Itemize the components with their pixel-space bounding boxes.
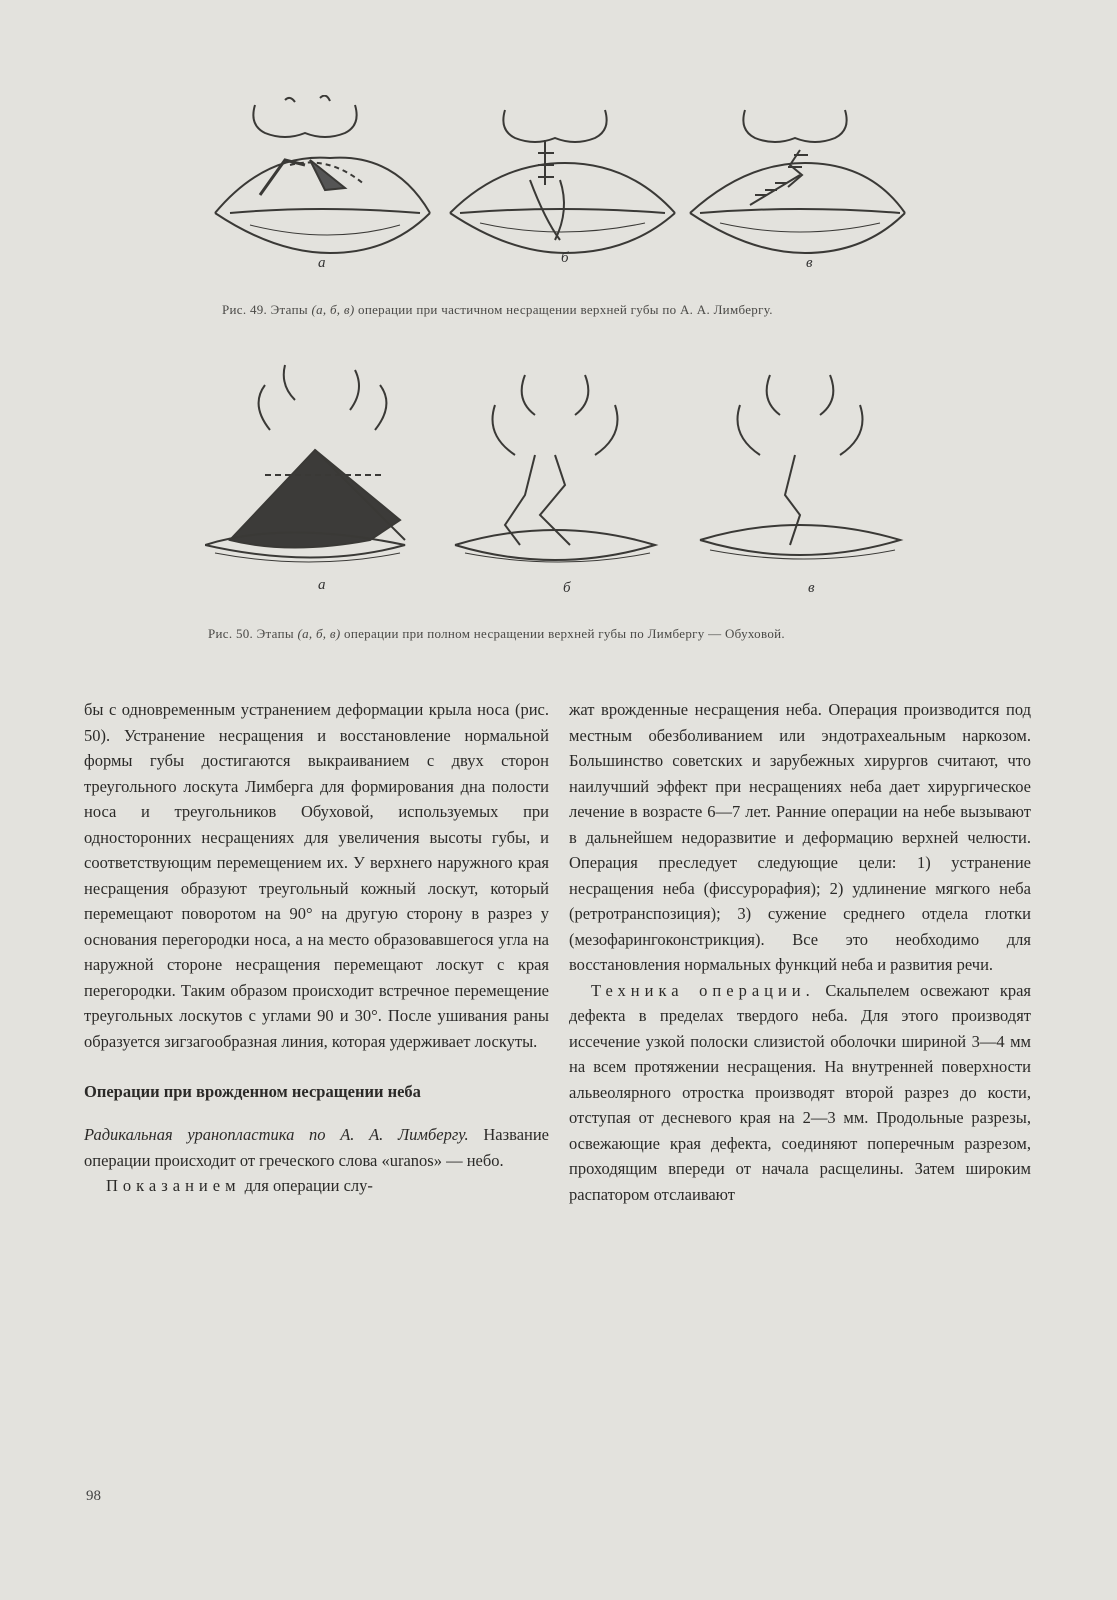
figure-49-caption xyxy=(222,300,902,320)
technique-rest: Скальпелем освежают края дефекта в пределах твердого неба. Для этого производят иссечение узкой полоски слизистой оболочки шириной 3—4 мм на всем протяжении несращения. На внутренней поверхности альвеолярного отростка производят второй разрез до кости, отступая от десневого края на 2—3 мм. Продольные разрезы, освежающие края дефекта, соединяют поперечным разрезом, проходящим впереди от начала расщелины. Затем широким распатором отслаивают xyxy=(569,980,1031,1204)
fig49-panel-b-drawing xyxy=(450,110,675,253)
figure-49-svg xyxy=(210,95,910,275)
left-paragraph-3 xyxy=(84,1173,549,1199)
fig50-caption-rest: операции при полном несращении верхней губы по Лимбергу — Обуховой. xyxy=(344,626,785,641)
fig49-label-b: б xyxy=(561,250,569,266)
right-paragraph-1: жат врожденные несращения неба. Операция производится под местным обезболиванием или эндотрахеальным наркозом. Большинство советских и зарубежных хирургов считают, что наилучший эффект при несращениях неба дает хирургическое лечение в возрасте 6—7 лет. Ранние операции на небе вызывают в дальнейшем недоразвитие и деформацию верхней челюсти. Операция преследует следующие цели: 1) устранение несращения неба (фиссурорафия); 2) удлинение мягкого неба (ретротранспозиция); 3) сужение среднего отдела глотки (мезофарингоконстрикция). Все это необходимо для восстановления нормальных функций неба и развития речи. xyxy=(569,700,1031,974)
fig49-caption-rest: операции при частичном несращении верхней губы по А. А. Лимбергу. xyxy=(358,302,773,317)
left-paragraph-2 xyxy=(84,1122,549,1173)
fig49-label-a: а xyxy=(318,255,326,271)
fig50-caption-abc: (а, б, в) xyxy=(297,626,341,641)
section-heading: Операции при врожденном несращении неба xyxy=(84,1082,421,1101)
fig49-panel-c-drawing xyxy=(690,110,905,253)
left-text-column xyxy=(84,697,549,1199)
technique-spaced: Техника операции. xyxy=(591,980,815,1000)
figure-50-illustrations xyxy=(205,355,925,575)
fig50-panel-c-drawing xyxy=(700,375,900,559)
page-number: 98 xyxy=(86,1488,101,1504)
figure-49-illustrations xyxy=(210,95,910,275)
fig50-panel-a-drawing xyxy=(205,365,405,562)
right-paragraph-2 xyxy=(569,978,1031,1208)
right-text-column xyxy=(569,697,1031,1207)
fig49-label-c: в xyxy=(806,255,813,271)
figure-50-svg xyxy=(205,355,925,575)
figure-50-caption xyxy=(208,624,908,644)
fig49-panel-a-drawing xyxy=(215,96,430,253)
fig50-label-c: в xyxy=(808,580,815,596)
indication-spaced: Показанием xyxy=(106,1176,241,1195)
left-paragraph-1: бы с одновременным устранением деформации крыла носа (рис. 50). Устранение несращения и восстановление нормальной формы губы достигаются выкраиванием с двух сторон треугольного лоскута Лимберга для формирования дна полости носа и треугольников Обуховой, используемых при односторонних несращениях для увеличения высоты губы, и соответствующим перемещением их. У верхнего наружного края несращения образуют треугольный кожный лоскут, который перемещают поворотом на 90° на другую сторону в разрез у основания перегородки носа, а на место образовавшегося угла на наружной стороне несращения перемещают лоскут с края перегородки. Таким образом происходит встречное перемещение треугольных лоскутов с углами 90 и 30°. После ушивания раны образуется зигзагообразная линия, которая удерживает лоскуты. xyxy=(84,700,549,1051)
fig49-caption-abc: (а, б, в) xyxy=(311,302,355,317)
fig50-label-b: б xyxy=(563,580,571,596)
fig50-panel-b-drawing xyxy=(455,375,655,562)
operation-title-rest: Название операции происходит от греческого слова «uranos» — небо. xyxy=(84,1125,549,1170)
fig50-caption-prefix: Рис. 50. Этапы xyxy=(208,626,294,641)
fig49-caption-prefix: Рис. 49. Этапы xyxy=(222,302,308,317)
fig50-label-a: а xyxy=(318,577,326,593)
indication-rest: для операции слу- xyxy=(244,1176,373,1195)
operation-title: Радикальная уранопластика по А. А. Лимбергу. xyxy=(84,1125,469,1144)
